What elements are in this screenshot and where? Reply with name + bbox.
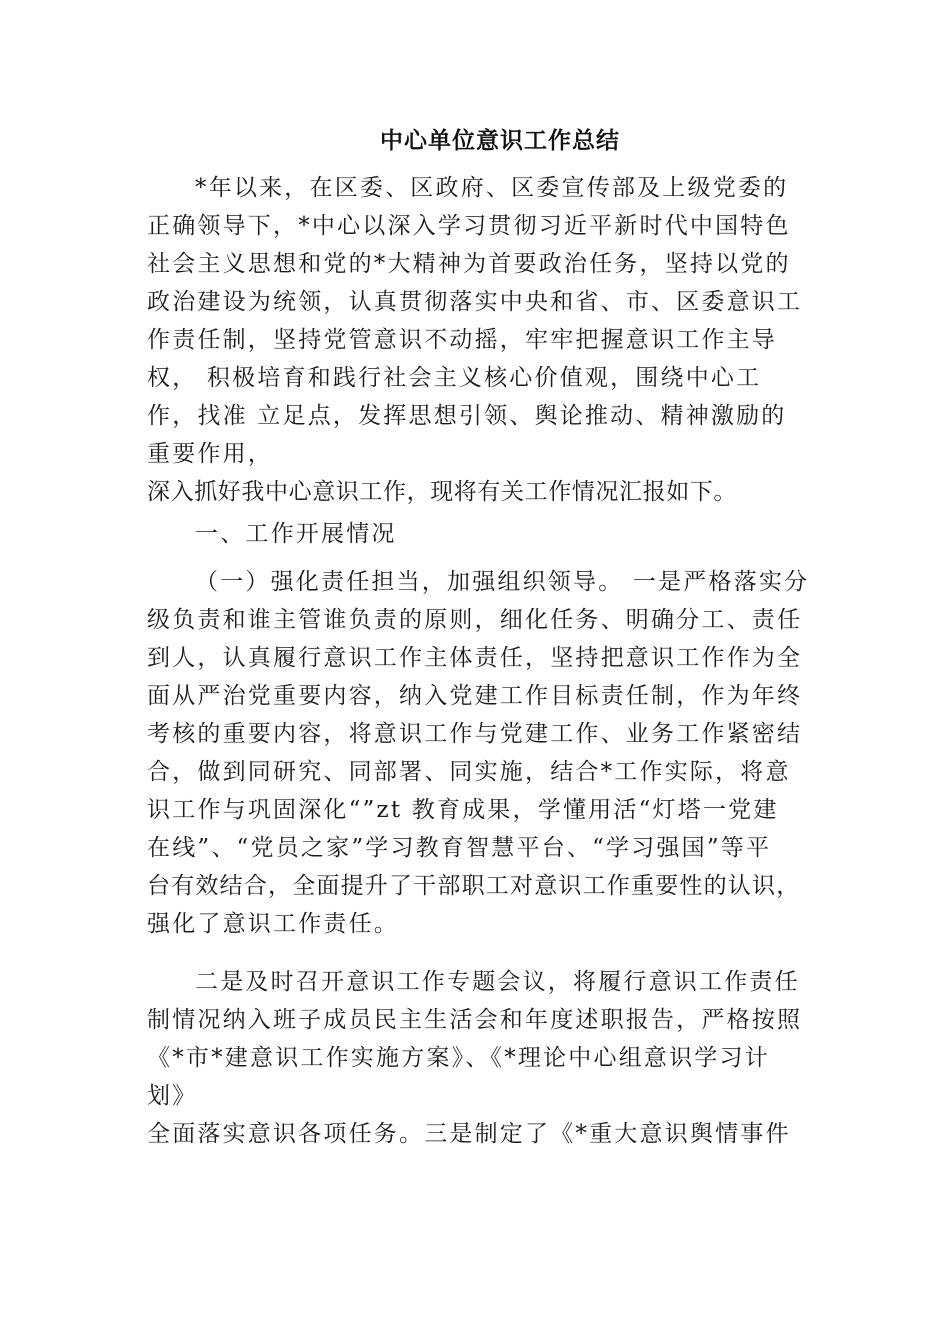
body-line: 面从严治党重要内容，纳入党建工作目标责任制，作为年终 [147,683,803,709]
body-line: 权， 积极培育和践行社会主义核心价值观，围绕中心工 [147,365,762,391]
body-line: 到人，认真履行意识工作主体责任，坚持把意识工作作为全 [147,645,803,671]
body-line: 深入抓好我中心意识工作，现将有关工作情况汇报如下。 [147,479,737,505]
body-line: 考核的重要内容，将意识工作与党建工作、业务工作紧密结 [147,721,803,747]
section-heading: 一、工作开展情况 [195,521,397,547]
body-line: 全面落实意识各项任务。三是制定了《*重大意识舆情事件 [147,1121,791,1147]
body-line: 级负责和谁主管谁负责的原则，细化任务、明确分工、责任 [147,607,803,633]
document-title: 中心单位意识工作总结 [380,127,620,154]
body-line: 强化了意识工作责任。 [147,911,399,937]
body-line: 作责任制，坚持党管意识不动摇，牢牢把握意识工作主导 [147,327,777,353]
body-line: 在线”、“党员之家”学习教育智慧平台、“学习强国”等平 [147,835,772,861]
body-line: 重要作用， [147,441,273,467]
body-line: 正确领导下，*中心以深入学习贯彻习近平新时代中国特色 [147,213,791,239]
body-line: 政治建设为统领，认真贯彻落实中央和省、市、区委意识工 [147,289,803,315]
body-line: 社会主义思想和党的*大精神为首要政治任务，坚持以党的 [147,251,791,277]
body-line: 《*市*建意识工作实施方案》、《*理论中心组意识学习计 [147,1045,770,1071]
body-line: 划》 [147,1083,198,1109]
body-line: 台有效结合，全面提升了干部职工对意识工作重要性的认识， [147,873,801,899]
body-line: （一）强化责任担当，加强组织领导。 一是严格落实分 [195,569,810,595]
body-line: *年以来，在区委、区政府、区委宣传部及上级党委的 [195,175,789,201]
body-line: 二是及时召开意识工作专题会议，将履行意识工作责任 [195,969,800,995]
body-line: 作，找准 立足点，发挥思想引领、舆论推动、精神激励的 [147,403,787,429]
body-line: 识工作与巩固深化“”zt 教育成果，学懂用活“灯塔一党建 [147,797,779,823]
body-line: 合，做到同研究、同部署、同实施，结合*工作实际，将意 [147,759,791,785]
body-line: 制情况纳入班子成员民主生活会和年度述职报告，严格按照 [147,1007,803,1033]
